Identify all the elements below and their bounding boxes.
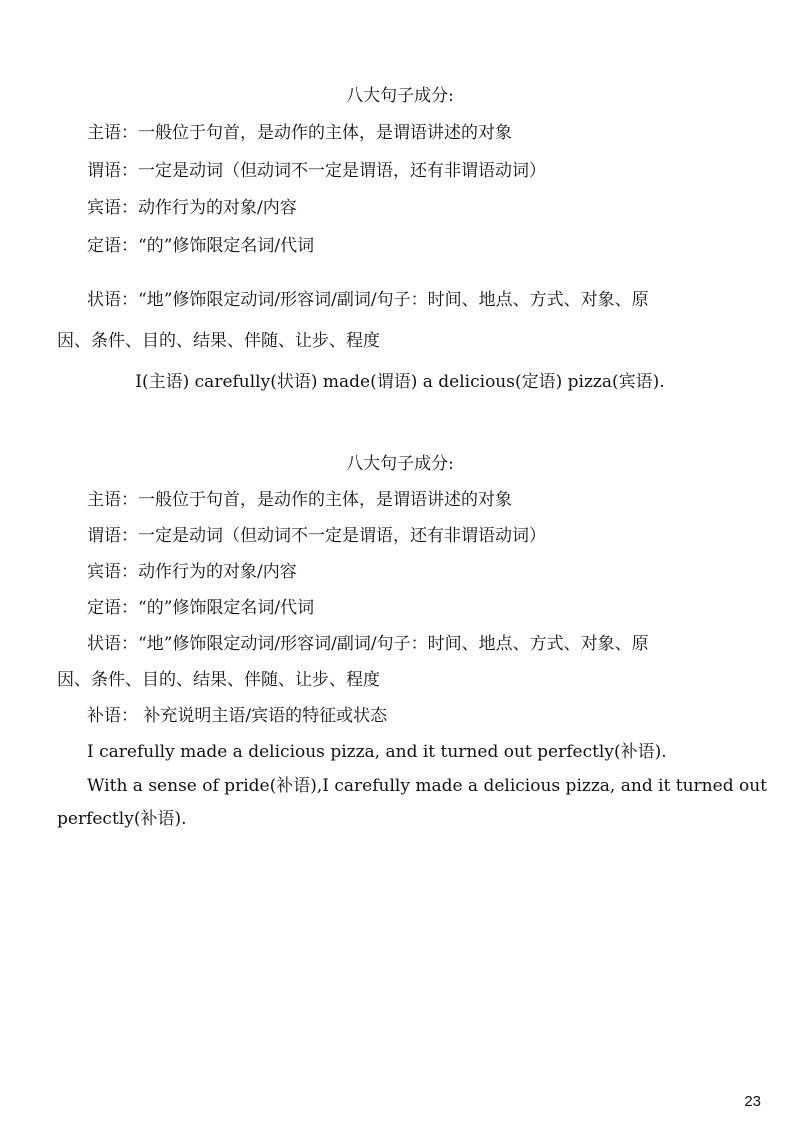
section-2-predicate-definition: 谓语：一定是动词（但动词不一定是谓语，还有非谓语动词） [87,526,546,546]
section-1-adverbial-definition-line-1: 状语：“地”修饰限定动词/形容词/副词/句子：时间、地点、方式、对象、原 [87,290,649,310]
section-2-adverbial-definition-line-2: 因、条件、目的、结果、伴随、让步、程度 [57,670,380,690]
section-1-attributive-definition: 定语：“的”修饰限定名词/代词 [87,236,315,256]
section-2-complement-definition: 补语： 补充说明主语/宾语的特征或状态 [87,706,388,726]
section-2-example-sentence-1: I carefully made a delicious pizza, and it turned out perfectly(补语). [87,742,667,762]
section-2-example-sentence-2-line-1: With a sense of pride(补语),I carefully made a delicious pizza, and it turned out [87,776,767,796]
section-2-adverbial-definition-line-1: 状语：“地”修饰限定动词/形容词/副词/句子：时间、地点、方式、对象、原 [87,634,649,654]
section-2-subject-definition: 主语：一般位于句首，是动作的主体，是谓语讲述的对象 [87,490,512,510]
section-2-attributive-definition: 定语：“的”修饰限定名词/代词 [87,598,315,618]
section-1-adverbial-definition-line-2: 因、条件、目的、结果、伴随、让步、程度 [57,331,380,351]
section-1-object-definition: 宾语：动作行为的对象/内容 [87,198,297,218]
page-number: 23 [744,1093,761,1110]
section-2-title: 八大句子成分: [346,454,454,474]
section-1-example-sentence: I(主语) carefully(状语) made(谓语) a delicious(定语) pizza(宾语). [135,372,665,392]
section-1-title: 八大句子成分: [346,86,454,106]
section-1-predicate-definition: 谓语：一定是动词（但动词不一定是谓语，还有非谓语动词） [87,161,546,181]
section-2-example-sentence-2-line-2: perfectly(补语). [57,809,187,829]
section-2-object-definition: 宾语：动作行为的对象/内容 [87,562,297,582]
section-1-subject-definition: 主语：一般位于句首，是动作的主体，是谓语讲述的对象 [87,123,512,143]
